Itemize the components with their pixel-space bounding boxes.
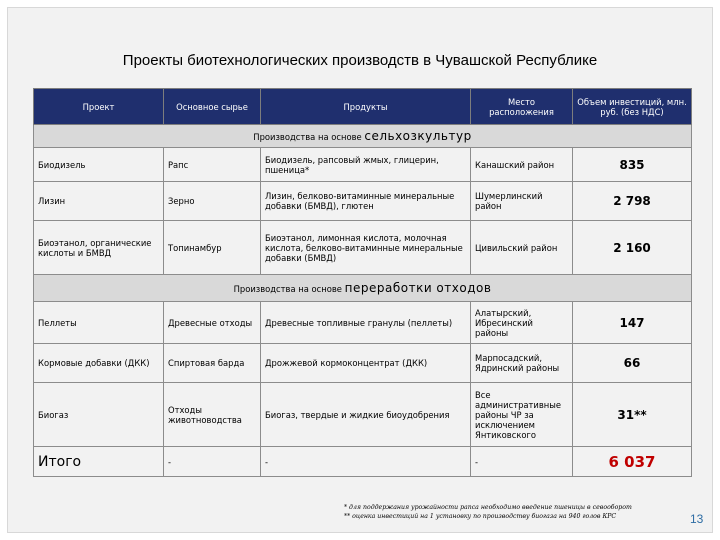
cell-investment: 2 798 (573, 182, 692, 221)
cell-raw: Спиртовая барда (164, 344, 261, 383)
cell-project: Биогаз (34, 383, 164, 447)
footnotes (344, 503, 674, 521)
footnote: ** оценка инвестиций на 1 установку по производству биогаза на 940 голов КРС (344, 513, 617, 520)
cell-investment: 835 (573, 148, 692, 182)
page-number: 13 (690, 512, 704, 526)
section-band-waste (34, 275, 692, 302)
cell-location: Алатырский, Ибресинский районы (471, 302, 573, 344)
total-products: - (261, 447, 471, 477)
cell-investment: 66 (573, 344, 692, 383)
cell-project: Пеллеты (34, 302, 164, 344)
cell-project: Кормовые добавки (ДКК) (34, 344, 164, 383)
table-row (34, 344, 692, 383)
total-location: - (471, 447, 573, 477)
table-row (34, 383, 692, 447)
total-label: Итого (34, 447, 164, 477)
section-prefix: Производства на основе (253, 131, 362, 142)
cell-products: Биоэтанол, лимонная кислота, молочная кислота, белково-витаминные минеральные добавки (БМВД) (261, 221, 471, 275)
table-row (34, 302, 692, 344)
header-project: Проект (34, 89, 164, 125)
total-investment: 6 037 (573, 447, 692, 477)
cell-location: Все административные районы ЧР за исключением Янтиковского (471, 383, 573, 447)
cell-products: Древесные топливные гранулы (пеллеты) (261, 302, 471, 344)
header-investment: Объем инвестиций, млн. руб. (без НДС) (573, 89, 692, 125)
section-emphasis: переработки отходов (344, 280, 492, 295)
cell-project: Лизин (34, 182, 164, 221)
cell-investment: 31** (573, 383, 692, 447)
cell-location: Марпосадский, Ядринский районы (471, 344, 573, 383)
cell-products: Лизин, белково-витаминные минеральные добавки (БМВД), глютен (261, 182, 471, 221)
total-raw: - (164, 447, 261, 477)
footnote: * для поддержания урожайности рапса необходимо введение пшеницы в севооборот (344, 504, 632, 511)
header-location: Место расположения (471, 89, 573, 125)
cell-raw: Зерно (164, 182, 261, 221)
table-row (34, 148, 692, 182)
cell-project: Биоэтанол, органические кислоты и БМВД (34, 221, 164, 275)
header-products: Продукты (261, 89, 471, 125)
table-row (34, 182, 692, 221)
projects-table (33, 88, 692, 477)
cell-location: Канашский район (471, 148, 573, 182)
section-emphasis: сельхозкультур (364, 128, 472, 143)
section-band-crops (34, 125, 692, 148)
cell-raw: Древесные отходы (164, 302, 261, 344)
table-row (34, 221, 692, 275)
cell-products: Биодизель, рапсовый жмых, глицерин, пшеница* (261, 148, 471, 182)
table-header-row (34, 89, 692, 125)
cell-investment: 2 160 (573, 221, 692, 275)
cell-investment: 147 (573, 302, 692, 344)
cell-products: Дрожжевой кормоконцентрат (ДКК) (261, 344, 471, 383)
cell-products: Биогаз, твердые и жидкие биоудобрения (261, 383, 471, 447)
cell-location: Цивильский район (471, 221, 573, 275)
cell-raw: Отходы животноводства (164, 383, 261, 447)
cell-location: Шумерлинский район (471, 182, 573, 221)
section-prefix: Производства на основе (233, 283, 342, 294)
total-row (34, 447, 692, 477)
cell-raw: Топинамбур (164, 221, 261, 275)
page-title: Проекты биотехнологических производств в Чувашской Республике (122, 52, 598, 69)
cell-project: Биодизель (34, 148, 164, 182)
cell-raw: Рапс (164, 148, 261, 182)
header-raw-material: Основное сырье (164, 89, 261, 125)
